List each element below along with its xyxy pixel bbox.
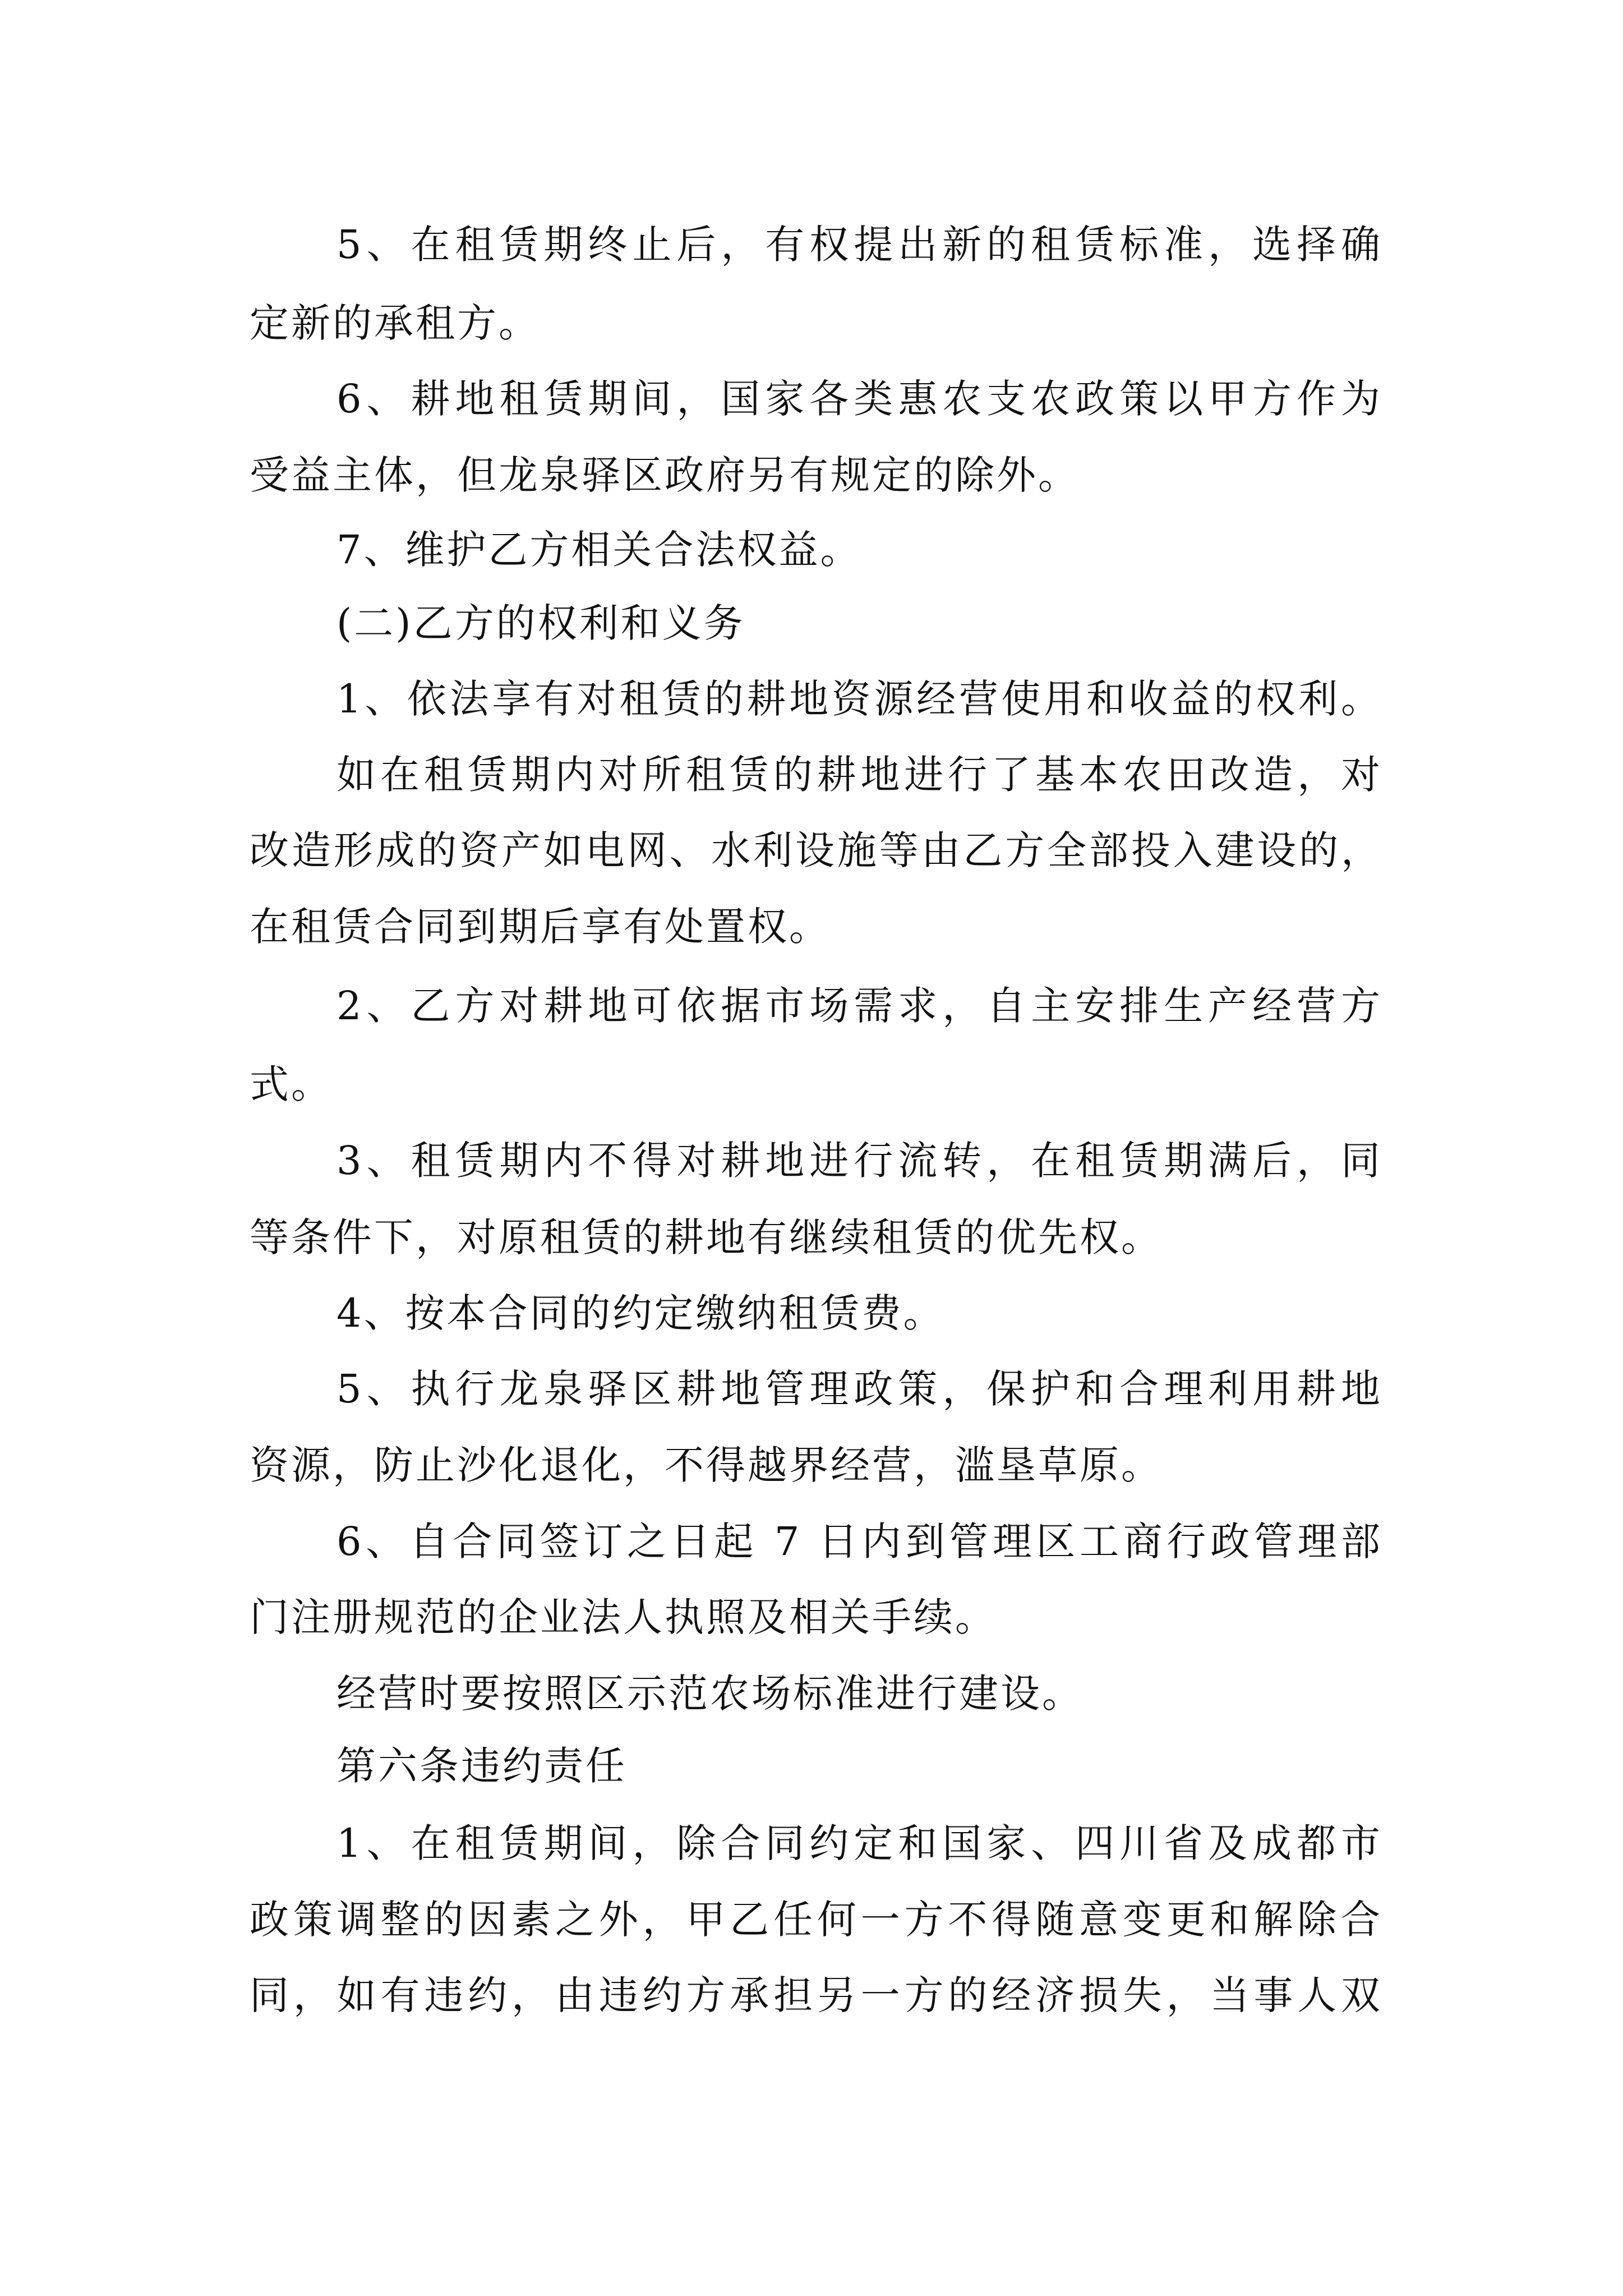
- paragraph-line: 经营时要按照区示范农场标准进行建设。: [336, 1671, 1083, 1717]
- paragraph-line: 6、自合同签订之日起 7 日内到管理区工商行政管理部: [336, 1519, 1382, 1565]
- paragraph-line: 如在租赁期内对所租赁的耕地进行了基本农田改造，对: [336, 752, 1382, 798]
- paragraph-line: 1、依法享有对租赁的耕地资源经营使用和收益的权利。: [336, 676, 1382, 722]
- paragraph-line: 4、按本合同的约定缴纳租赁费。: [336, 1290, 945, 1336]
- paragraph-line: 受益主体，但龙泉驿区政府另有规定的除外。: [250, 452, 1080, 498]
- paragraph-line: 门注册规范的企业法人执照及相关手续。: [250, 1594, 997, 1640]
- paragraph-line: 5、执行龙泉驿区耕地管理政策，保护和合理利用耕地: [336, 1366, 1382, 1412]
- section-heading: (二)乙方的权利和义务: [336, 600, 745, 646]
- paragraph-line: 2、乙方对耕地可依据市场需求，自主安排生产经营方: [336, 983, 1382, 1029]
- paragraph-line: 同，如有违约，由违约方承担另一方的经济损失，当事人双: [250, 1972, 1382, 2018]
- paragraph-line: 在租赁合同到期后享有处置权。: [250, 904, 831, 950]
- paragraph-line: 定新的承租方。: [250, 300, 540, 346]
- paragraph-line: 政策调整的因素之外，甲乙任何一方不得随意变更和解除合: [250, 1897, 1382, 1943]
- paragraph-line: 等条件下，对原租赁的耕地有继续租赁的优先权。: [250, 1214, 1163, 1260]
- paragraph-line: 5、在租赁期终止后，有权提出新的租赁标准，选择确: [336, 222, 1382, 268]
- paragraph-line: 6、耕地租赁期间，国家各类惠农支农政策以甲方作为: [336, 376, 1382, 422]
- paragraph-line: 式。: [250, 1061, 333, 1107]
- section-heading: 第六条违约责任: [336, 1743, 627, 1789]
- paragraph-line: 改造形成的资产如电网、水利设施等由乙方全部投入建设的，: [250, 827, 1382, 873]
- paragraph-line: 资源，防止沙化退化，不得越界经营，滥垦草原。: [250, 1442, 1163, 1488]
- paragraph-line: 1、在租赁期间，除合同约定和国家、四川省及成都市: [336, 1820, 1382, 1866]
- paragraph-line: 7、维护乙方相关合法权益。: [336, 527, 862, 573]
- paragraph-line: 3、租赁期内不得对耕地进行流转，在租赁期满后，同: [336, 1138, 1382, 1184]
